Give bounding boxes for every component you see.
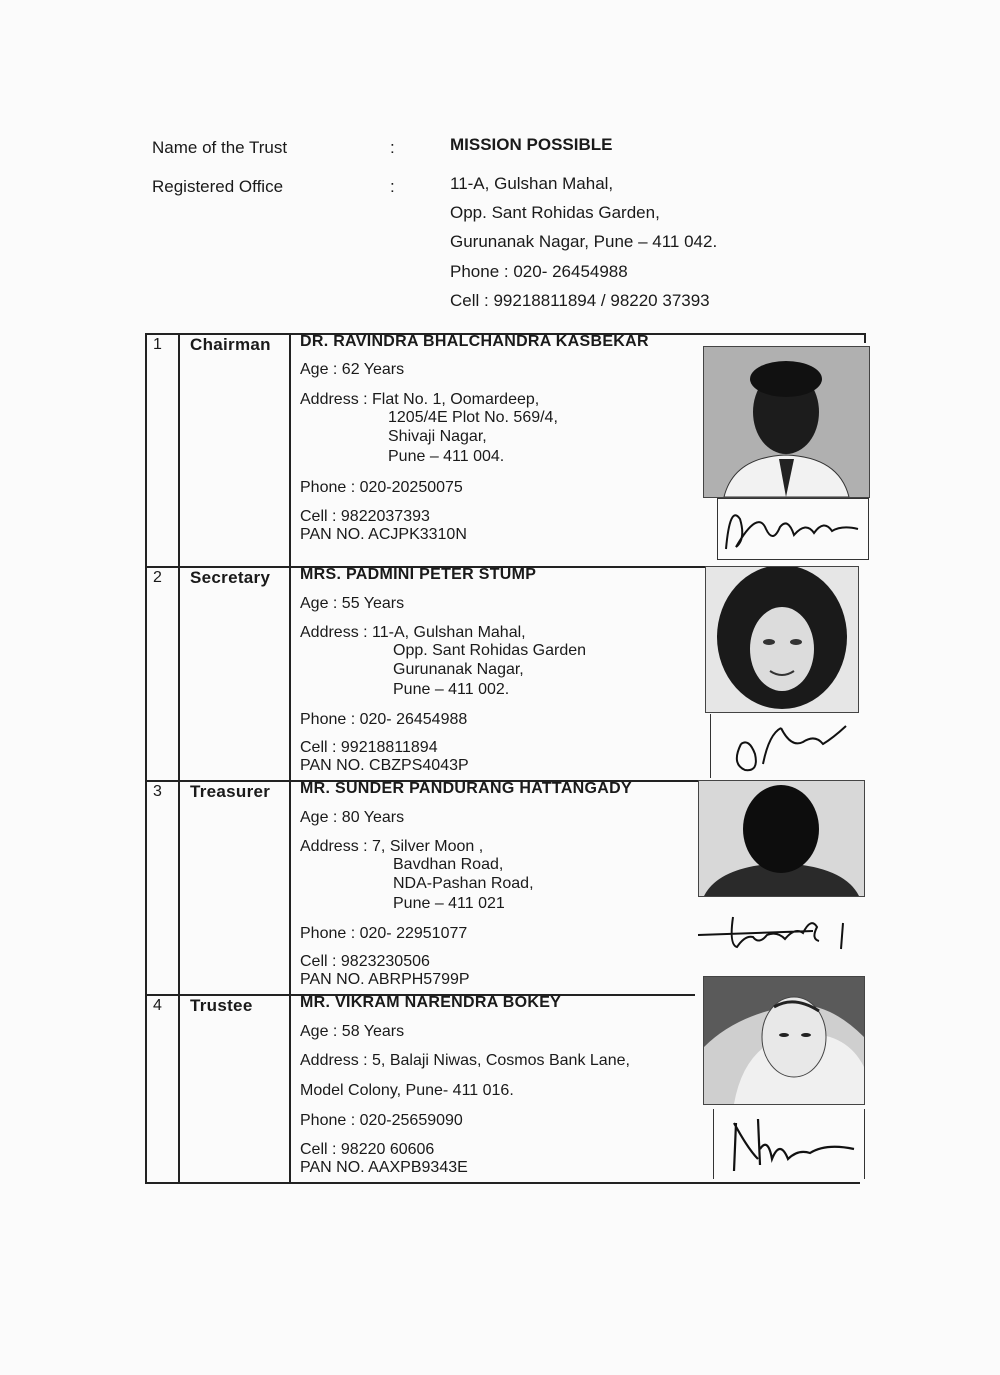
member-address: Address : 7, Silver Moon , [300, 838, 484, 855]
member-address-line: Model Colony, Pune- 411 016. [300, 1082, 514, 1099]
office-address-line: Opp. Sant Rohidas Garden, [450, 203, 660, 222]
table-row [145, 780, 865, 994]
member-name: MR. VIKRAM NARENDRA BOKEY [300, 994, 562, 1011]
member-address-line: Gurunanak Nagar, [393, 661, 524, 678]
serial-number: 4 [153, 997, 162, 1014]
member-role: Secretary [190, 568, 271, 587]
member-age: Age : 58 Years [300, 1023, 405, 1040]
office-cell: Cell : 99218811894 / 98220 37393 [450, 291, 710, 310]
member-cell: Cell : 9822037393 [300, 508, 430, 525]
trust-name-label: Name of the Trust [152, 138, 288, 157]
member-age: Age : 80 Years [300, 809, 405, 826]
member-pan: PAN NO. CBZPS4043P [300, 757, 469, 774]
member-photo [698, 780, 865, 897]
member-address: Address : 11-A, Gulshan Mahal, [300, 624, 526, 641]
table-border-bottom [145, 1182, 860, 1184]
office-address-line: Gurunanak Nagar, Pune – 411 042. [450, 232, 718, 251]
office-phone: Phone : 020- 26454988 [450, 262, 628, 281]
member-age: Age : 55 Years [300, 595, 405, 612]
member-phone: Phone : 020- 22951077 [300, 925, 468, 942]
table-row [145, 994, 865, 1182]
member-phone: Phone : 020-25659090 [300, 1112, 463, 1129]
member-address-line: Bavdhan Road, [393, 856, 504, 873]
trust-name-colon: : [390, 138, 395, 157]
member-name: MRS. PADMINI PETER STUMP [300, 566, 537, 583]
registered-office-label: Registered Office [152, 177, 284, 196]
member-address-line: NDA-Pashan Road, [393, 875, 534, 892]
table-row [145, 333, 865, 566]
member-role: Treasurer [190, 782, 271, 801]
signature-image [717, 498, 869, 560]
member-role: Trustee [190, 996, 253, 1015]
member-cell: Cell : 98220 60606 [300, 1141, 435, 1158]
member-name: MR. SUNDER PANDURANG HATTANGADY [300, 780, 632, 797]
signature-image [710, 714, 859, 778]
member-photo [705, 566, 859, 713]
member-age: Age : 62 Years [300, 361, 405, 378]
member-name: DR. RAVINDRA BHALCHANDRA KASBEKAR [300, 333, 649, 350]
member-photo [703, 346, 870, 498]
member-phone: Phone : 020-20250075 [300, 479, 463, 496]
trust-name-value: MISSION POSSIBLE [450, 135, 613, 154]
member-photo [703, 976, 865, 1105]
member-pan: PAN NO. AAXPB9343E [300, 1159, 468, 1176]
member-cell: Cell : 99218811894 [300, 739, 438, 756]
signature-image [693, 905, 863, 955]
members-table [145, 333, 865, 1183]
member-phone: Phone : 020- 26454988 [300, 711, 468, 728]
member-address-line: Opp. Sant Rohidas Garden [393, 642, 587, 659]
member-pan: PAN NO. ABRPH5799P [300, 971, 470, 988]
office-address-line: 11-A, Gulshan Mahal, [450, 174, 614, 193]
member-address: Address : Flat No. 1, Oomardeep, [300, 391, 540, 408]
serial-number: 1 [153, 336, 162, 353]
member-address: Address : 5, Balaji Niwas, Cosmos Bank Lane, [300, 1052, 630, 1069]
serial-number: 3 [153, 783, 162, 800]
member-pan: PAN NO. ACJPK3310N [300, 526, 467, 543]
member-address-line: Pune – 411 021 [393, 895, 505, 912]
table-row [145, 566, 865, 780]
member-address-line: 1205/4E Plot No. 569/4, [388, 409, 558, 426]
member-address-line: Pune – 411 002. [393, 681, 510, 698]
member-address-line: Pune – 411 004. [388, 448, 505, 465]
member-role: Chairman [190, 335, 271, 354]
registered-office-colon: : [390, 177, 395, 196]
serial-number: 2 [153, 569, 162, 586]
member-address-line: Shivaji Nagar, [388, 428, 487, 445]
member-cell: Cell : 9823230506 [300, 953, 430, 970]
signature-image [713, 1109, 865, 1179]
